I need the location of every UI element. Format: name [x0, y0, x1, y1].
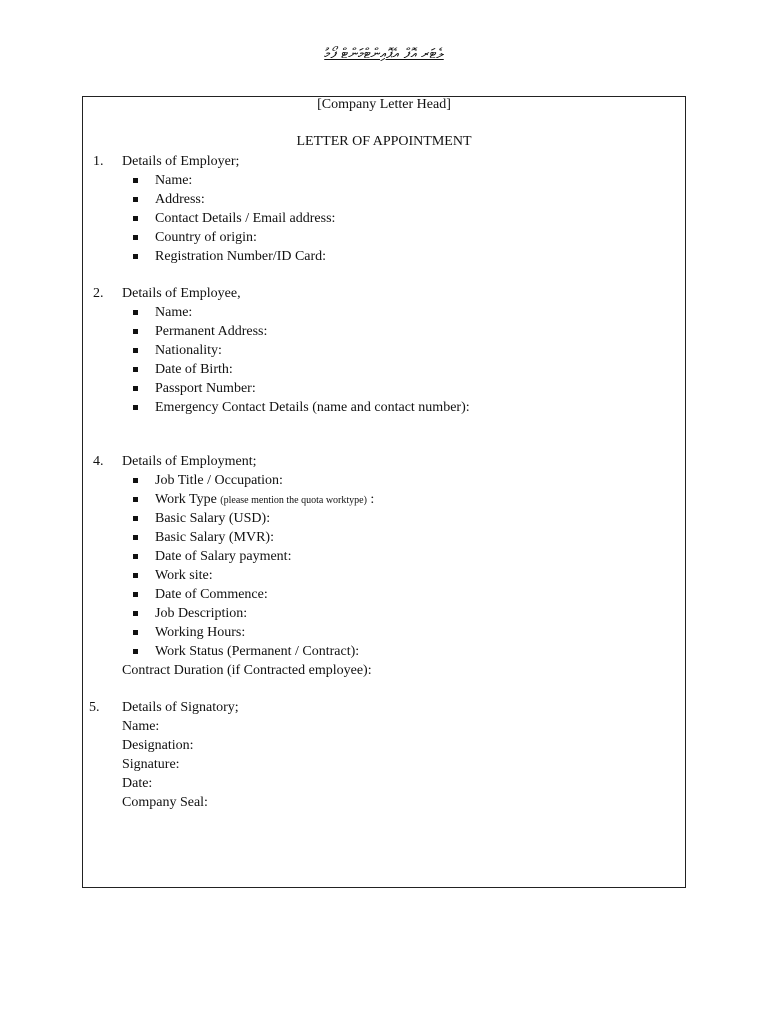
- bullet-icon: [133, 554, 138, 559]
- bullet-icon: [133, 386, 138, 391]
- bullet-icon: [133, 310, 138, 315]
- bullet-icon: [133, 649, 138, 654]
- salary-usd-label: Basic Salary (USD):: [155, 511, 271, 526]
- employer-country-label: Country of origin:: [155, 230, 257, 245]
- work-site-label: Work site:: [155, 568, 213, 583]
- bullet-icon: [133, 254, 138, 259]
- employee-nationality-label: Nationality:: [155, 343, 222, 358]
- employer-address-label: Address:: [155, 192, 205, 207]
- bullet-icon: [133, 478, 138, 483]
- section-number: 1.: [93, 154, 104, 169]
- commence-date-label: Date of Commence:: [155, 587, 268, 602]
- section-number: 2.: [93, 286, 104, 301]
- employee-dob-label: Date of Birth:: [155, 362, 233, 377]
- letter-frame: [82, 96, 686, 888]
- job-title-label: Job Title / Occupation:: [155, 473, 283, 488]
- employee-name-label: Name:: [155, 305, 193, 320]
- bullet-icon: [133, 611, 138, 616]
- bullet-icon: [133, 367, 138, 372]
- bullet-icon: [133, 516, 138, 521]
- working-hours-label: Working Hours:: [155, 625, 246, 640]
- signatory-signature-label: Signature:: [122, 757, 180, 772]
- section-heading-employee: Details of Employee,: [122, 286, 241, 301]
- employer-name-label: Name:: [155, 173, 193, 188]
- document-title: LETTER OF APPOINTMENT: [296, 134, 472, 149]
- section-heading-employer: Details of Employer;: [122, 154, 240, 169]
- employee-emergency-label: Emergency Contact Details (name and contact number):: [155, 400, 470, 415]
- employee-address-label: Permanent Address:: [155, 324, 268, 339]
- letter-head-placeholder: [Company Letter Head]: [317, 97, 451, 112]
- signatory-designation-label: Designation:: [122, 738, 194, 753]
- section-number: 5.: [89, 700, 100, 715]
- bullet-icon: [133, 630, 138, 635]
- bullet-icon: [133, 235, 138, 240]
- bullet-icon: [133, 573, 138, 578]
- bullet-icon: [133, 348, 138, 353]
- section-heading-signatory: Details of Signatory;: [122, 700, 239, 715]
- employer-registration-label: Registration Number/ID Card:: [155, 249, 327, 264]
- section-number: 4.: [93, 454, 104, 469]
- job-description-label: Job Description:: [155, 606, 248, 621]
- bullet-icon: [133, 535, 138, 540]
- section-heading-employment: Details of Employment;: [122, 454, 257, 469]
- bullet-icon: [133, 216, 138, 221]
- company-seal-label: Company Seal:: [122, 795, 208, 810]
- signatory-date-label: Date:: [122, 776, 153, 791]
- bullet-icon: [133, 497, 138, 502]
- employee-passport-label: Passport Number:: [155, 381, 256, 396]
- work-type-text: Work Type: [155, 492, 217, 507]
- dhivehi-form-title: ލެޓަރ އޮފް އެޕޮއިންޓްމަންޓް ފޯމު: [324, 46, 444, 62]
- bullet-icon: [133, 197, 138, 202]
- salary-date-label: Date of Salary payment:: [155, 549, 292, 564]
- employer-contact-label: Contact Details / Email address:: [155, 211, 336, 226]
- work-type-label: [155, 491, 374, 509]
- signatory-name-label: Name:: [122, 719, 160, 734]
- work-type-suffix: :: [366, 492, 375, 507]
- bullet-icon: [133, 178, 138, 183]
- bullet-icon: [133, 405, 138, 410]
- work-type-note: (please mention the quota worktype): [220, 495, 367, 506]
- bullet-icon: [133, 329, 138, 334]
- contract-duration-label: Contract Duration (if Contracted employee):: [122, 663, 372, 678]
- work-status-label: Work Status (Permanent / Contract):: [155, 644, 360, 659]
- bullet-icon: [133, 592, 138, 597]
- salary-mvr-label: Basic Salary (MVR):: [155, 530, 274, 545]
